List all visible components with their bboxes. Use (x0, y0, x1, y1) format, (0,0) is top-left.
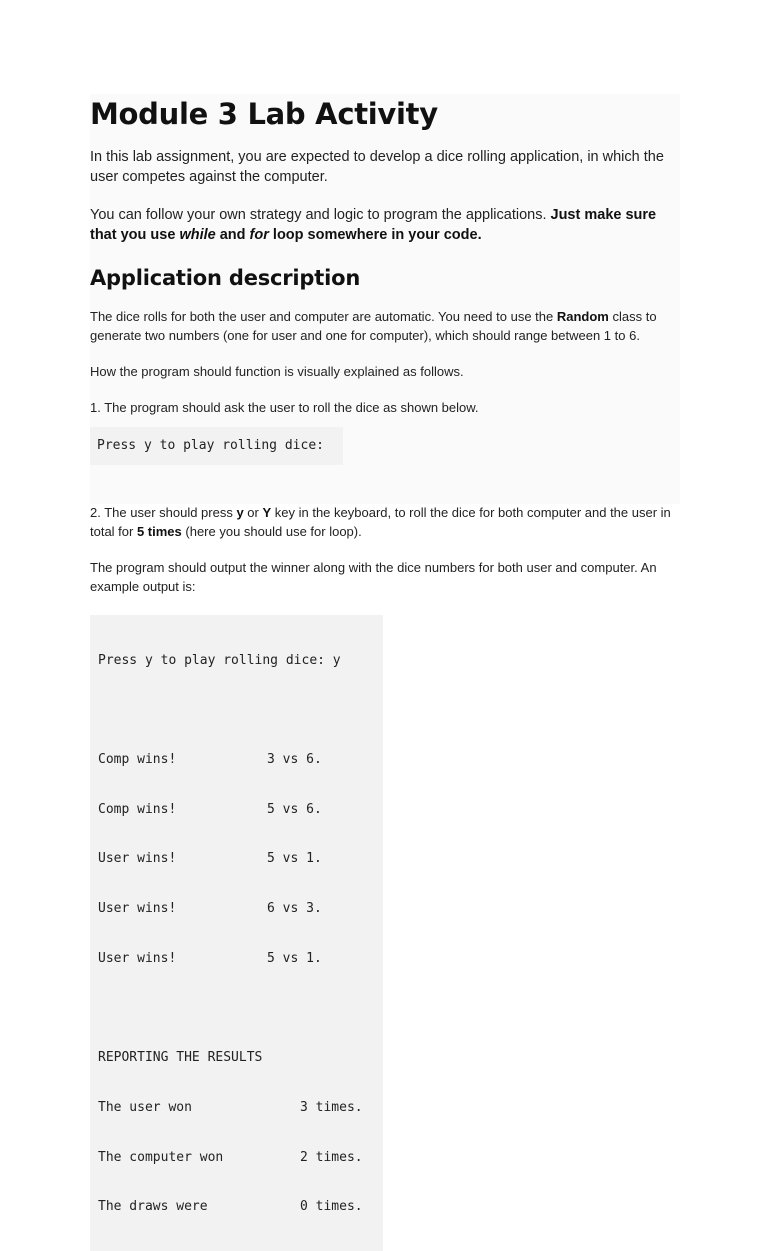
round-row (98, 899, 383, 919)
document-page (90, 94, 680, 1251)
blank-line (98, 700, 383, 720)
requirement-and: and (215, 227, 250, 243)
prompt-code-line: Press y to play rolling dice: (97, 438, 324, 453)
strategy-paragraph (90, 205, 680, 245)
output-paragraph: The program should output the winner along with the dice numbers for both user and computer. An example output is: (90, 559, 657, 594)
step-one-paragraph: 1. The program should ask the user to roll the dice as shown below. (90, 400, 479, 415)
round-score: 5 vs 6. (267, 801, 322, 817)
requirement-end: loop somewhere in your code. (268, 227, 482, 243)
result-row (98, 1148, 383, 1168)
random-text-end: class to generate two numbers (one for user and one for computer), which should range between 1 to 6. (90, 309, 657, 343)
strategy-text: You can follow your own strategy and logic to program the applications. (90, 207, 551, 223)
example-output-block (90, 615, 383, 1251)
report-heading: REPORTING THE RESULTS (98, 1050, 263, 1066)
intro-text: In this lab assignment, you are expected to develop a dice rolling application, in which the user competes against the computer. (90, 149, 664, 185)
step-two-text-end: (here you should use for loop). (181, 523, 362, 539)
result-value: 2 times. (300, 1149, 363, 1165)
round-winner: User wins! (98, 851, 177, 867)
example-prompt-line: Press y to play rolling dice: y (98, 652, 341, 668)
for-keyword: for (249, 227, 269, 243)
while-keyword: while (179, 227, 216, 243)
round-row (98, 800, 383, 820)
round-winner: Comp wins! (98, 752, 177, 768)
round-row (98, 750, 383, 770)
random-paragraph (90, 307, 680, 345)
step-two-paragraph (90, 503, 680, 541)
lowercase-y-key: y (236, 504, 244, 520)
result-label: The draws were (98, 1199, 208, 1215)
step-two-or: or (243, 504, 263, 520)
step-two-text-start: 2. The user should press (90, 504, 237, 520)
round-score: 3 vs 6. (267, 752, 322, 768)
round-winner: User wins! (98, 950, 177, 966)
section-heading: Application description (90, 266, 361, 290)
result-row (98, 1197, 383, 1217)
random-text-start: The dice rolls for both the user and computer are automatic. You need to use the (90, 309, 557, 324)
result-row (98, 1098, 383, 1118)
page-title: Module 3 Lab Activity (90, 97, 438, 131)
round-row (98, 849, 383, 869)
prompt-code-block (90, 427, 343, 465)
round-winner: Comp wins! (98, 801, 177, 817)
step-two-text-middle: key in the keyboard, to roll the dice for both computer and the user in total for (90, 504, 671, 539)
intro-paragraph (90, 147, 680, 187)
result-value: 3 times. (300, 1099, 363, 1115)
result-label: The computer won (98, 1149, 224, 1165)
explanation-paragraph: How the program should function is visually explained as follows. (90, 364, 464, 379)
result-value: 0 times. (300, 1199, 363, 1215)
blank-line (98, 999, 383, 1019)
uppercase-y-key: Y (262, 504, 272, 520)
round-score: 5 vs 1. (267, 950, 322, 966)
five-times-text: 5 times (136, 523, 182, 539)
requirement-start: Just make sure that you use (90, 207, 657, 243)
random-class-name: Random (556, 309, 609, 324)
round-score: 5 vs 1. (267, 851, 322, 867)
result-label: The user won (98, 1099, 192, 1115)
round-row (98, 949, 383, 969)
round-winner: User wins! (98, 901, 177, 917)
round-score: 6 vs 3. (267, 901, 322, 917)
